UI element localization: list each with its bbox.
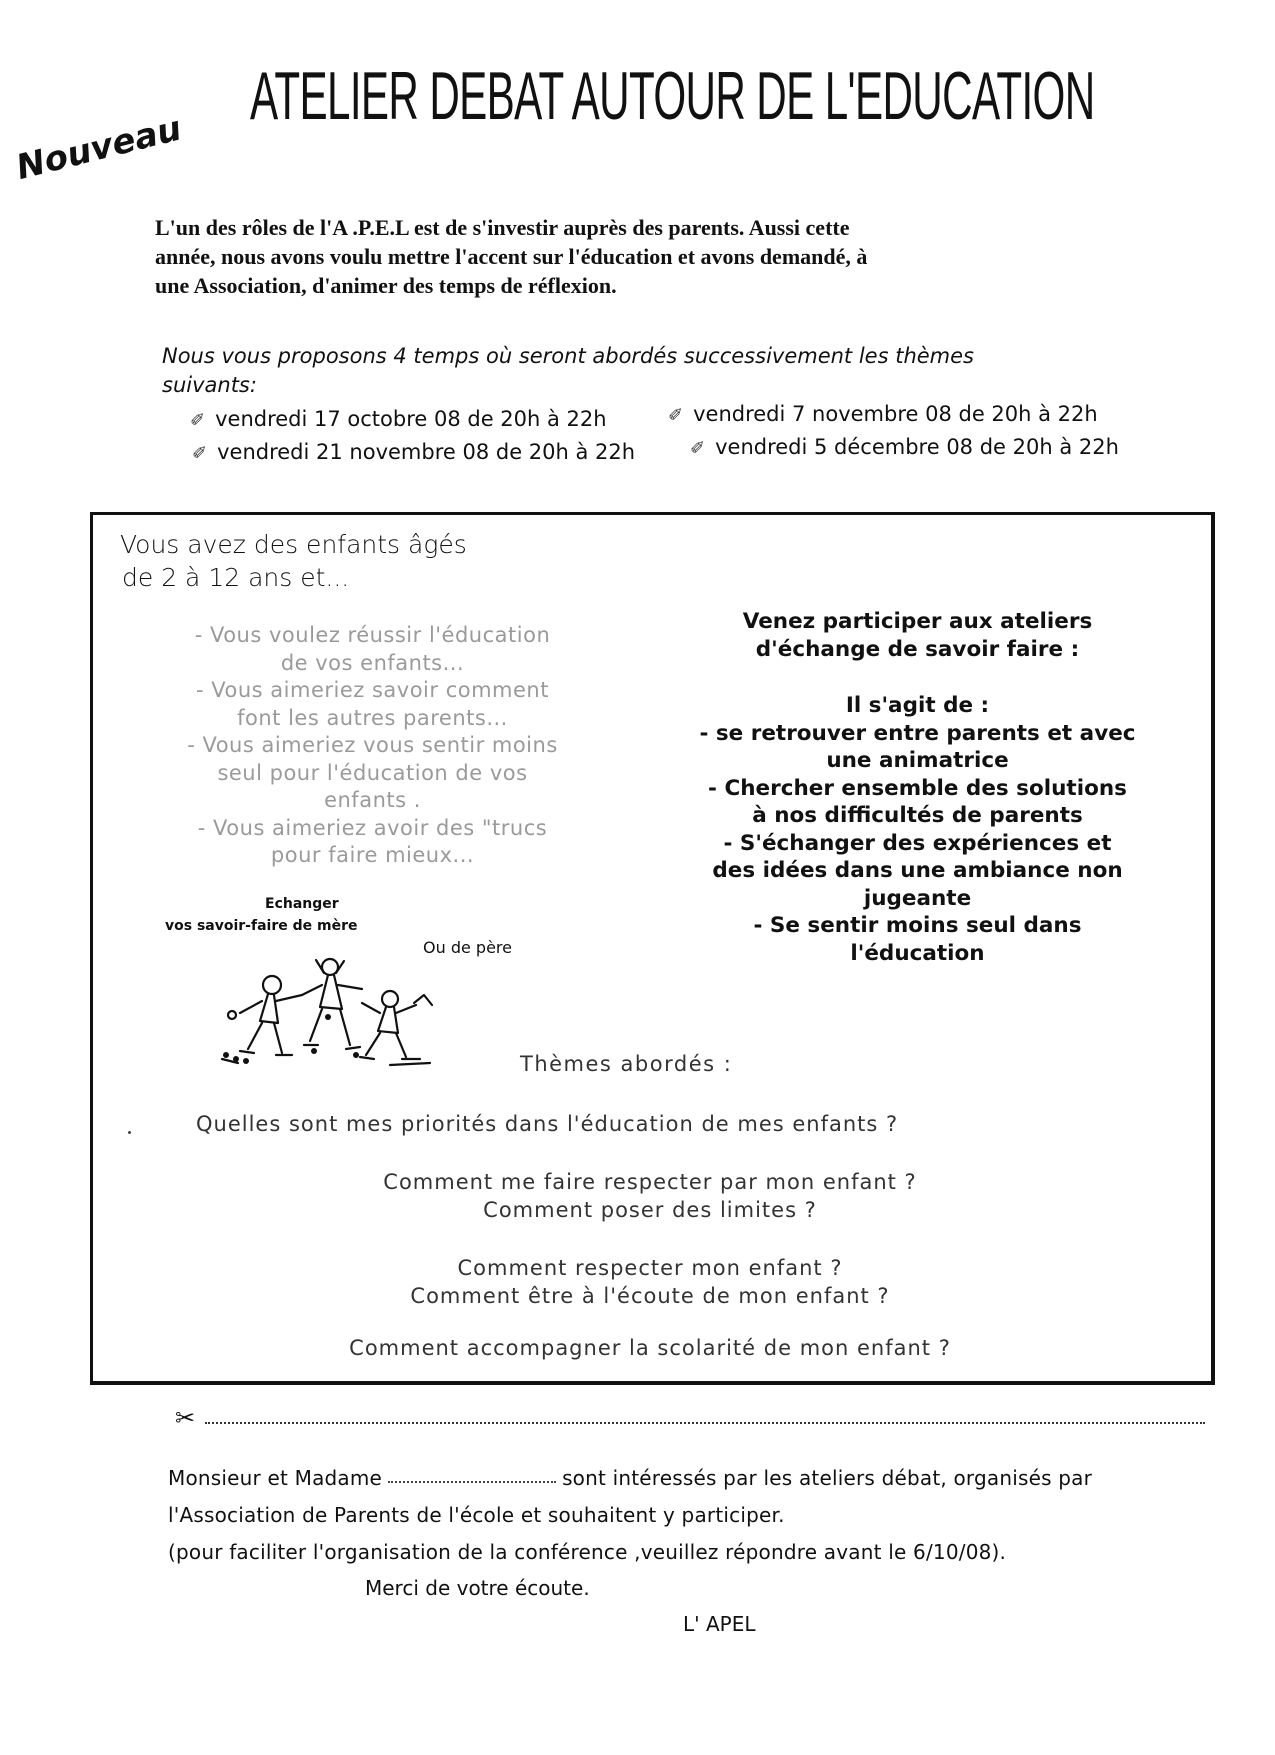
proposal-line: suivants: [162, 373, 257, 397]
wish-line: seul pour l'éducation de vos [217, 760, 528, 785]
invitation-point: une animatrice [826, 748, 1009, 773]
box-question: Vous avez des enfants âgés de 2 à 12 ans et... [120, 530, 467, 592]
thanks-line: Merci de votre écoute. [365, 1576, 590, 1600]
signature: L' APEL [683, 1612, 756, 1636]
invitation-point: l'éducation [850, 940, 985, 966]
scissors-icon: ✂ [175, 1404, 196, 1432]
invitation-line: d'échange de savoir faire : [755, 636, 1080, 662]
intro-line: L'un des rôles de l'A .P.E.L est de s'investir auprès des parents. Aussi cette [155, 215, 850, 240]
reply-line: l'Association de Parents de l'école et souhaitent y participer. [168, 1503, 785, 1527]
theme-question: Quelles sont mes priorités dans l'éducation de mes enfants ? [196, 1112, 899, 1136]
invitation-point: - S'échanger des expériences et [723, 830, 1112, 856]
theme-question: Comment respecter mon enfant ? [457, 1256, 843, 1280]
pencil-icon: ✐ [690, 438, 706, 459]
exchange-caption: Echanger vos savoir-faire de mère Ou de père [165, 896, 512, 957]
invitation-point: - Chercher ensemble des solutions [708, 775, 1127, 801]
invitation-point: - se retrouver entre parents et avec [699, 720, 1136, 746]
intro-line: année, nous avons voulu mettre l'accent sur l'éducation et avons demandé, à [155, 244, 868, 269]
pencil-icon: ✐ [190, 410, 206, 431]
reply-slip [168, 1460, 1228, 1571]
date-item: ✐ vendredi 5 décembre 08 de 20h à 22h [690, 435, 1119, 459]
proposal-text [162, 340, 1102, 398]
intro-line: une Association, d'animer des temps de réflexion. [155, 273, 617, 298]
wishes-list [125, 622, 620, 870]
wish-line: enfants . [324, 788, 421, 812]
reply-line: Monsieur et Madame sont intéressés par les ateliers débat, organisés par [168, 1466, 1093, 1490]
wish-line: - Vous voulez réussir l'éducation [194, 623, 551, 647]
nouveau-badge: Nouveau [12, 108, 186, 188]
cut-line [205, 1422, 1205, 1424]
wish-line: font les autres parents... [237, 705, 508, 730]
date-item: ✐ vendredi 21 novembre 08 de 20h à 22h [192, 440, 636, 464]
page-title: ATELIER DEBAT AUTOUR DE L'EDUCATION [250, 58, 1095, 134]
themes-title: Thèmes abordés : [520, 1052, 733, 1076]
theme-question: Comment être à l'écoute de mon enfant ? [410, 1284, 890, 1308]
theme-question: Comment poser des limites ? [483, 1198, 817, 1222]
invitation-point: jugeante [863, 885, 972, 911]
pencil-icon: ✐ [668, 405, 684, 426]
wish-line: de vos enfants... [280, 650, 465, 675]
intro-paragraph [155, 213, 1145, 300]
name-blank[interactable] [388, 1481, 556, 1483]
parents-dancing-illustration [210, 955, 450, 1070]
theme-question: Comment me faire respecter par mon enfant ? [383, 1170, 917, 1194]
date-item: ✐ vendredi 7 novembre 08 de 20h à 22h [668, 402, 1098, 426]
proposal-line: Nous vous proposons 4 temps où seront abordés successivement les thèmes [162, 344, 974, 368]
wish-line: - Vous aimeriez savoir comment [196, 678, 549, 702]
wish-line: - Vous aimeriez vous sentir moins [187, 733, 558, 757]
wish-line: - Vous aimeriez avoir des "trucs [197, 815, 548, 840]
reply-line: (pour faciliter l'organisation de la conférence ,veuillez répondre avant le 6/10/08). [168, 1540, 1007, 1564]
invitation-point: à nos difficultés de parents [752, 803, 1083, 828]
invitation-line: Venez participer aux ateliers [742, 609, 1093, 634]
invitation-point: des idées dans une ambiance non [712, 858, 1123, 883]
pencil-icon: ✐ [192, 443, 208, 464]
date-item: ✐ vendredi 17 octobre 08 de 20h à 22h [190, 407, 607, 431]
invitation-block [645, 608, 1190, 967]
wish-line: pour faire mieux... [270, 843, 475, 867]
bullet-dot [128, 1131, 131, 1134]
invitation-point: - Se sentir moins seul dans [753, 913, 1082, 938]
invitation-about: Il s'agit de : [845, 693, 990, 718]
theme-question: Comment accompagner la scolarité de mon enfant ? [349, 1336, 951, 1360]
